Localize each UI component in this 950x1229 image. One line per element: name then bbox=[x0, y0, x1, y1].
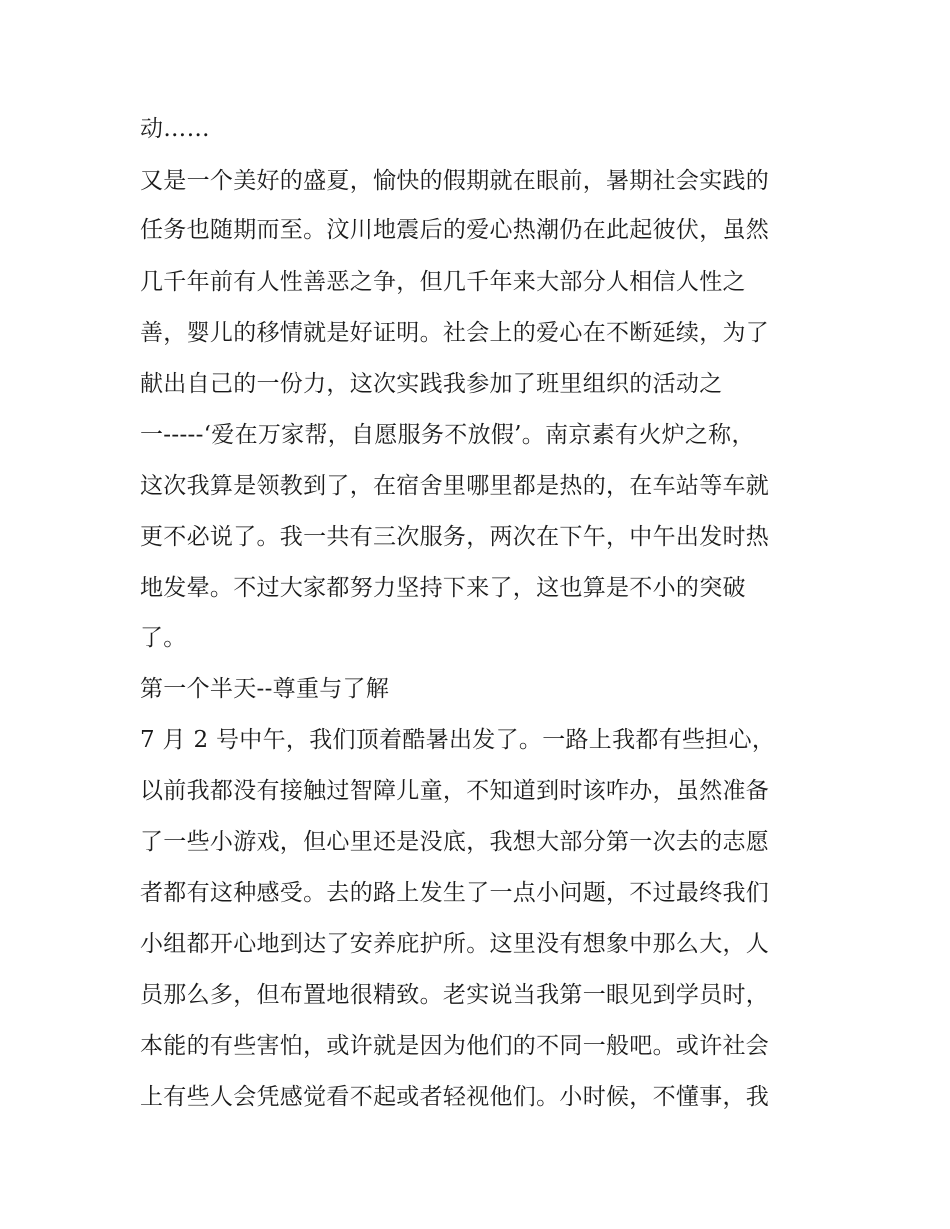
text-line: 任务也随期而至。汶川地震后的爱心热潮仍在此起彼伏，虽然 bbox=[140, 217, 770, 243]
text-line: 本能的有些害怕，或许就是因为他们的不同一般吧。或许社会 bbox=[140, 1033, 770, 1059]
text-line: 更不必说了。我一共有三次服务，两次在下午，中午出发时热 bbox=[140, 524, 770, 550]
text-line: 善，婴儿的移情就是好证明。社会上的爱心在不断延续，为了 bbox=[140, 320, 770, 346]
text-line: 小组都开心地到达了安养庇护所。这里没有想象中那么大，人 bbox=[140, 931, 770, 957]
text-line: 了一些小游戏，但心里还是没底，我想大部分第一次去的志愿 bbox=[140, 829, 770, 855]
text-line: 了。 bbox=[140, 625, 187, 651]
text-line: 以前我都没有接触过智障儿童，不知道到时该咋办，虽然准备 bbox=[140, 778, 770, 804]
text-line: 一-----‘爱在万家帮，自愿服务不放假’。南京素有火炉之称， bbox=[140, 422, 755, 448]
text-line: 这次我算是领教到了，在宿舍里哪里都是热的，在车站等车就 bbox=[140, 473, 770, 499]
text-line: 者都有这种感受。去的路上发生了一点小问题，不过最终我们 bbox=[140, 880, 770, 906]
section-heading: 第一个半天--尊重与了解 bbox=[140, 676, 390, 702]
text-line: 7 月 2 号中午，我们顶着酷暑出发了。一路上我都有些担心， bbox=[140, 727, 776, 753]
text-line: 又是一个美好的盛夏，愉快的假期就在眼前，暑期社会实践的 bbox=[140, 168, 770, 194]
text-line: 上有些人会凭感觉看不起或者轻视他们。小时候，不懂事，我 bbox=[140, 1084, 770, 1110]
text-line: 献出自己的一份力，这次实践我参加了班里组织的活动之 bbox=[140, 371, 723, 397]
text-line: 员那么多，但布置地很精致。老实说当我第一眼见到学员时， bbox=[140, 982, 770, 1008]
text-line: 几千年前有人性善恶之争，但几千年来大部分人相信人性之 bbox=[140, 269, 746, 295]
text-line: 地发晕。不过大家都努力坚持下来了，这也算是不小的突破 bbox=[140, 575, 746, 601]
text-line: 动…… bbox=[140, 116, 210, 142]
